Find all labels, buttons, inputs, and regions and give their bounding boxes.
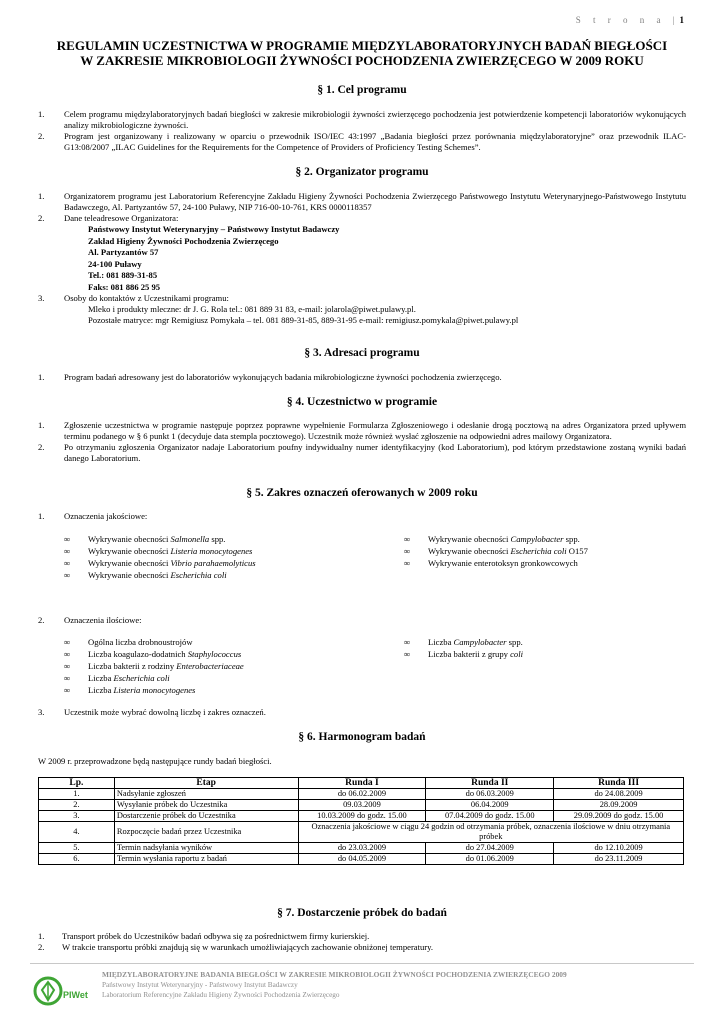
text-fragment: Staphylococcus xyxy=(187,649,242,659)
text-fragment: 3. xyxy=(39,811,115,822)
text-fragment: Liczba bakterii z grupy xyxy=(428,649,511,659)
column-header: Runda I xyxy=(298,778,426,789)
item-text: Transport próbek do Uczestników badań odbywa się za pośrednictwem firmy kurierskiej. xyxy=(62,931,370,941)
bullet-item xyxy=(64,545,394,557)
contact-line: Pozostałe matryce: mgr Remigiusz Pomykała – tel. 081 889-31-85, 889-31-95 e-mail: remigiusz.pomykala@piwet.pulawy.pl xyxy=(88,315,519,325)
item-number: 1. xyxy=(38,931,45,941)
section-2-list xyxy=(38,191,686,326)
item-number: 1. xyxy=(38,420,45,430)
item-number: 1. xyxy=(38,191,45,201)
list-item xyxy=(38,372,686,383)
section-4-list xyxy=(38,420,686,464)
item-number: 2. xyxy=(38,213,45,223)
footer-text xyxy=(102,970,567,1000)
list-item xyxy=(38,420,686,442)
bullet-item xyxy=(64,557,394,569)
list-item xyxy=(38,109,686,131)
text-fragment: Listeria monocytogenes xyxy=(113,685,196,695)
text-fragment: Escherichia coli xyxy=(510,546,567,556)
schedule-table xyxy=(38,777,684,865)
text-fragment: 4. xyxy=(39,822,115,843)
text-fragment: 5. xyxy=(39,843,115,854)
bullet-icon: ∞ xyxy=(404,637,411,647)
address-fax: Faks: 081 886 25 95 xyxy=(88,281,161,292)
merged-cell: Oznaczenia jakościowe w ciągu 24 godzin od otrzymania próbek, oznaczenia ilościowe w dniu otrzymania próbek xyxy=(298,822,683,843)
organizer-address xyxy=(38,224,686,293)
item-text: Po otrzymaniu zgłoszenia Organizator nadaje Laboratorium poufny indywidualny numer identyfikacyjny (kod Laboratorium), pod którym przedstawione zostaną wyniki badań danego Laboratorium. xyxy=(64,442,686,463)
text-fragment: Wykrywanie obecności xyxy=(88,558,171,568)
bullet-icon: ∞ xyxy=(64,661,71,671)
text-fragment: do 06.02.2009 xyxy=(298,789,426,800)
text-fragment: Termin nadsyłania wyników xyxy=(114,843,298,854)
section-3-heading: § 3. Adresaci programu xyxy=(304,347,420,359)
title-line-1: REGULAMIN UCZESTNICTWA W PROGRAMIE MIĘDZYLABORATORYJNYCH BADAŃ BIEGŁOŚCI xyxy=(56,38,668,53)
text-fragment: do 24.08.2009 xyxy=(554,789,684,800)
qualitative-label xyxy=(38,511,686,522)
contact-persons xyxy=(38,304,686,326)
text-fragment: Enterobacteriaceae xyxy=(176,661,244,671)
column-header: Runda III xyxy=(554,778,684,789)
text-fragment: do 27.04.2009 xyxy=(426,843,554,854)
bullet-icon: ∞ xyxy=(64,570,71,580)
text-fragment: 2. xyxy=(39,800,115,811)
bullet-icon: ∞ xyxy=(404,649,411,659)
text-fragment: 28.09.2009 xyxy=(554,800,684,811)
text-fragment: do 23.11.2009 xyxy=(554,854,684,865)
text-fragment: Liczba xyxy=(88,673,114,683)
qualitative-list-right xyxy=(404,533,694,569)
item-text: Oznaczenia ilościowe: xyxy=(64,615,142,625)
bullet-item xyxy=(404,545,694,557)
page-number-label xyxy=(576,15,684,25)
text-fragment: do 01.06.2009 xyxy=(426,854,554,865)
text-fragment: do 12.10.2009 xyxy=(554,843,684,854)
bullet-item xyxy=(404,533,694,545)
item-number: 2. xyxy=(38,942,45,952)
footer-line-1: MIĘDZYLABORATORYJNE BADANIA BIEGŁOŚCI W ZAKRESIE MIKROBIOLOGII ŻYWNOŚCI POCHODZENIA ZWIERZĘCEGO 2009 xyxy=(102,970,567,979)
text-fragment: Wykrywanie obecności xyxy=(428,546,511,556)
bullet-icon: ∞ xyxy=(64,546,71,556)
bullet-item xyxy=(64,533,394,545)
text-fragment: Salmonella xyxy=(170,534,210,544)
section-2-heading: § 2. Organizator programu xyxy=(295,166,429,178)
footer-line-2: Państwowy Instytut Weterynaryjny - Państwowy Instytut Badawczy xyxy=(102,981,298,989)
text-fragment: spp. xyxy=(209,534,226,544)
item-text: Celem programu międzylaboratoryjnych badań biegłości w zakresie mikrobiologii żywności zwierzęcego pochodzenia jest potwierdzenie kompetencji laboratoriów wykonujących analizy mikrobiologiczne żywności. xyxy=(64,109,686,130)
scope-note xyxy=(38,707,686,718)
schedule-intro: W 2009 r. przeprowadzone będą następujące rundy badań biegłości. xyxy=(38,756,272,766)
text-fragment: Escherichia coli xyxy=(170,570,227,580)
text-fragment: Wysyłanie próbek do Uczestnika xyxy=(114,800,298,811)
quantitative-list-left xyxy=(64,636,394,696)
item-number: 2. xyxy=(38,615,45,625)
title-line-2: W ZAKRESIE MIKROBIOLOGII ŻYWNOŚCI POCHODZENIA ZWIERZĘCEGO W 2009 ROKU xyxy=(80,53,644,68)
text-fragment: 06.04.2009 xyxy=(426,800,554,811)
item-text: Zgłoszenie uczestnictwa w programie następuje poprzez poprawne wypełnienie Formularza Zgłoszeniowego i odesłanie drogą pocztową na adres Organizatora przed upływem terminu podanego w § 6 punkt 1 (decyduje data stempla pocztowego). Uczestnik może również wysłać zgłoszenie na odpowiedni adres mailowy Organizatora. xyxy=(64,420,686,441)
table-row xyxy=(39,800,684,811)
text-fragment: Liczba xyxy=(428,637,454,647)
column-header: Runda II xyxy=(426,778,554,789)
item-text: Program badań adresowany jest do laboratoriów wykonujących badania mikrobiologiczne żywności pochodzenia zwierzęcego. xyxy=(64,372,502,382)
text-fragment: Termin wysłania raportu z badań xyxy=(114,854,298,865)
text-fragment: Wykrywanie enterotoksyn gronkowcowych xyxy=(428,558,578,568)
text-fragment: Listeria monocytogenes xyxy=(170,546,253,556)
list-item xyxy=(38,931,686,942)
list-item xyxy=(38,213,686,224)
table-row xyxy=(39,822,684,843)
address-line: Al. Partyzantów 57 xyxy=(88,247,159,257)
footer-divider xyxy=(30,963,694,964)
bullet-icon: ∞ xyxy=(64,637,71,647)
address-line: Zakład Higieny Żywności Pochodzenia Zwierzęcego xyxy=(88,235,279,246)
item-text: Oznaczenia jakościowe: xyxy=(64,511,148,521)
bullet-icon: ∞ xyxy=(64,558,71,568)
text-fragment: 07.04.2009 do godz. 15.00 xyxy=(426,811,554,822)
bullet-item xyxy=(404,636,694,648)
text-fragment: do 04.05.2009 xyxy=(298,854,426,865)
bullet-item xyxy=(64,636,394,648)
text-fragment: spp. xyxy=(563,534,580,544)
list-item xyxy=(38,442,686,464)
text-fragment: coli xyxy=(510,649,523,659)
text-fragment: 6. xyxy=(39,854,115,865)
item-text: Dane teleadresowe Organizatora: xyxy=(64,213,179,223)
bullet-item xyxy=(64,660,394,672)
text-fragment: spp. xyxy=(506,637,523,647)
piwet-logo xyxy=(32,970,100,1012)
qualitative-list-left xyxy=(64,533,394,581)
contact-line: Mleko i produkty mleczne: dr J. G. Rola tel.: 081 889 31 83, e-mail: jolarola@piwet.pulawy.pl. xyxy=(88,304,416,314)
text-fragment: do 23.03.2009 xyxy=(298,843,426,854)
text-fragment: 1. xyxy=(39,789,115,800)
bullet-icon: ∞ xyxy=(64,685,71,695)
item-text: W trakcie transportu próbki znajdują się w warunkach umożliwiających zachowanie obniżonej temperatury. xyxy=(62,942,434,952)
list-item xyxy=(38,191,686,213)
text-fragment: Dostarczenie próbek do Uczestnika xyxy=(114,811,298,822)
item-text: Program jest organizowany i realizowany w oparciu o przewodnik ISO/IEC 43:1997 „Badania biegłości przez porównania międzylaboratoryjne” oraz przewodnik ILAC-G13:08/2007 „ILAC Guidelines for the Requirements for the Competence of Providers of Proficiency Testing Schemes”. xyxy=(64,131,686,152)
bullet-icon: ∞ xyxy=(64,534,71,544)
bullet-item xyxy=(64,569,394,581)
section-1-list xyxy=(38,109,686,153)
list-item xyxy=(38,942,686,953)
bullet-item xyxy=(64,648,394,660)
logo-text: PIWet xyxy=(63,990,88,1000)
section-6-heading: § 6. Harmonogram badań xyxy=(298,731,426,743)
bullet-icon: ∞ xyxy=(404,534,411,544)
footer-line-3: Laboratorium Referencyjne Zakładu Higieny Żywności Pochodzenia Zwierzęcego xyxy=(102,991,340,999)
text-fragment: Ogólna liczba drobnoustrojów xyxy=(88,637,193,647)
list-item xyxy=(38,293,686,304)
text-fragment: Campylobacter xyxy=(510,534,564,544)
table-row xyxy=(39,789,684,800)
item-number: 3. xyxy=(38,293,45,303)
logo-icon xyxy=(32,970,100,1012)
section-7-list xyxy=(38,931,686,953)
text-fragment: Liczba xyxy=(88,685,114,695)
text-fragment: 09.03.2009 xyxy=(298,800,426,811)
text-fragment: Vibrio parahaemolyticus xyxy=(170,558,256,568)
item-text: Osoby do kontaktów z Uczestnikami programu: xyxy=(64,293,229,303)
text-fragment: do 06.03.2009 xyxy=(426,789,554,800)
section-1-heading: § 1. Cel programu xyxy=(317,84,407,96)
bullet-item xyxy=(404,648,694,660)
section-7-heading: § 7. Dostarczenie próbek do badań xyxy=(277,907,447,919)
bullet-item xyxy=(64,672,394,684)
address-line: 24-100 Puławy xyxy=(88,258,142,269)
bullet-item xyxy=(64,684,394,696)
item-number: 2. xyxy=(38,442,45,452)
item-text: Organizatorem programu jest Laboratorium Referencyjne Zakładu Higieny Żywności Pochodzenia Zwierzęcego Państwowego Instytutu Weterynaryjnego-Państwowego Instytutu Badawczego, Al. Partyzantów 57, 24-100 Puławy, NIP 716-00-10-761, KRS 0000118357 xyxy=(64,191,686,212)
quantitative-list-right xyxy=(404,636,694,660)
address-line: Państwowy Instytut Weterynaryjny – Państwowy Instytut Badawczy xyxy=(88,224,340,234)
text-fragment: 29.09.2009 do godz. 15.00 xyxy=(554,811,684,822)
bullet-icon: ∞ xyxy=(404,546,411,556)
bullet-icon: ∞ xyxy=(64,649,71,659)
item-number: 3. xyxy=(38,707,45,717)
item-text: Uczestnik może wybrać dowolną liczbę i zakres oznaczeń. xyxy=(64,707,266,717)
item-number: 1. xyxy=(38,511,45,521)
text-fragment: Campylobacter xyxy=(453,637,507,647)
text-fragment: Liczba koagulazo-dodatnich xyxy=(88,649,188,659)
table-row xyxy=(39,811,684,822)
document-title xyxy=(30,38,694,68)
section-5-heading: § 5. Zakres oznaczeń oferowanych w 2009 roku xyxy=(246,487,478,499)
table-header-row xyxy=(39,778,684,789)
bullet-item xyxy=(404,557,694,569)
bullet-icon: ∞ xyxy=(404,558,411,568)
page-number: 1 xyxy=(679,15,684,25)
item-number: 1. xyxy=(38,109,45,119)
text-fragment: Nadsyłanie zgłoszeń xyxy=(114,789,298,800)
text-fragment: Liczba bakterii z rodziny xyxy=(88,661,177,671)
text-fragment: Wykrywanie obecności xyxy=(88,570,171,580)
page-label-text: S t r o n a | xyxy=(575,15,680,25)
table-row xyxy=(39,854,684,865)
column-header: Lp. xyxy=(39,778,115,789)
section-4-heading: § 4. Uczestnictwo w programie xyxy=(286,396,438,408)
list-item xyxy=(38,131,686,153)
item-number: 1. xyxy=(38,372,45,382)
text-fragment: O157 xyxy=(566,546,588,556)
quantitative-label xyxy=(38,615,686,626)
text-fragment: Rozpoczęcie badań przez Uczestnika xyxy=(114,822,298,843)
section-3-list xyxy=(38,372,686,383)
item-number: 2. xyxy=(38,131,45,141)
text-fragment: Wykrywanie obecności xyxy=(88,534,171,544)
text-fragment: Wykrywanie obecności xyxy=(88,546,171,556)
column-header: Etap xyxy=(114,778,298,789)
bullet-icon: ∞ xyxy=(64,673,71,683)
address-phone: Tel.: 081 889-31-85 xyxy=(88,270,158,280)
text-fragment: Escherichia coli xyxy=(113,673,170,683)
table-row xyxy=(39,843,684,854)
text-fragment: 10.03.2009 do godz. 15.00 xyxy=(298,811,426,822)
text-fragment: Wykrywanie obecności xyxy=(428,534,511,544)
